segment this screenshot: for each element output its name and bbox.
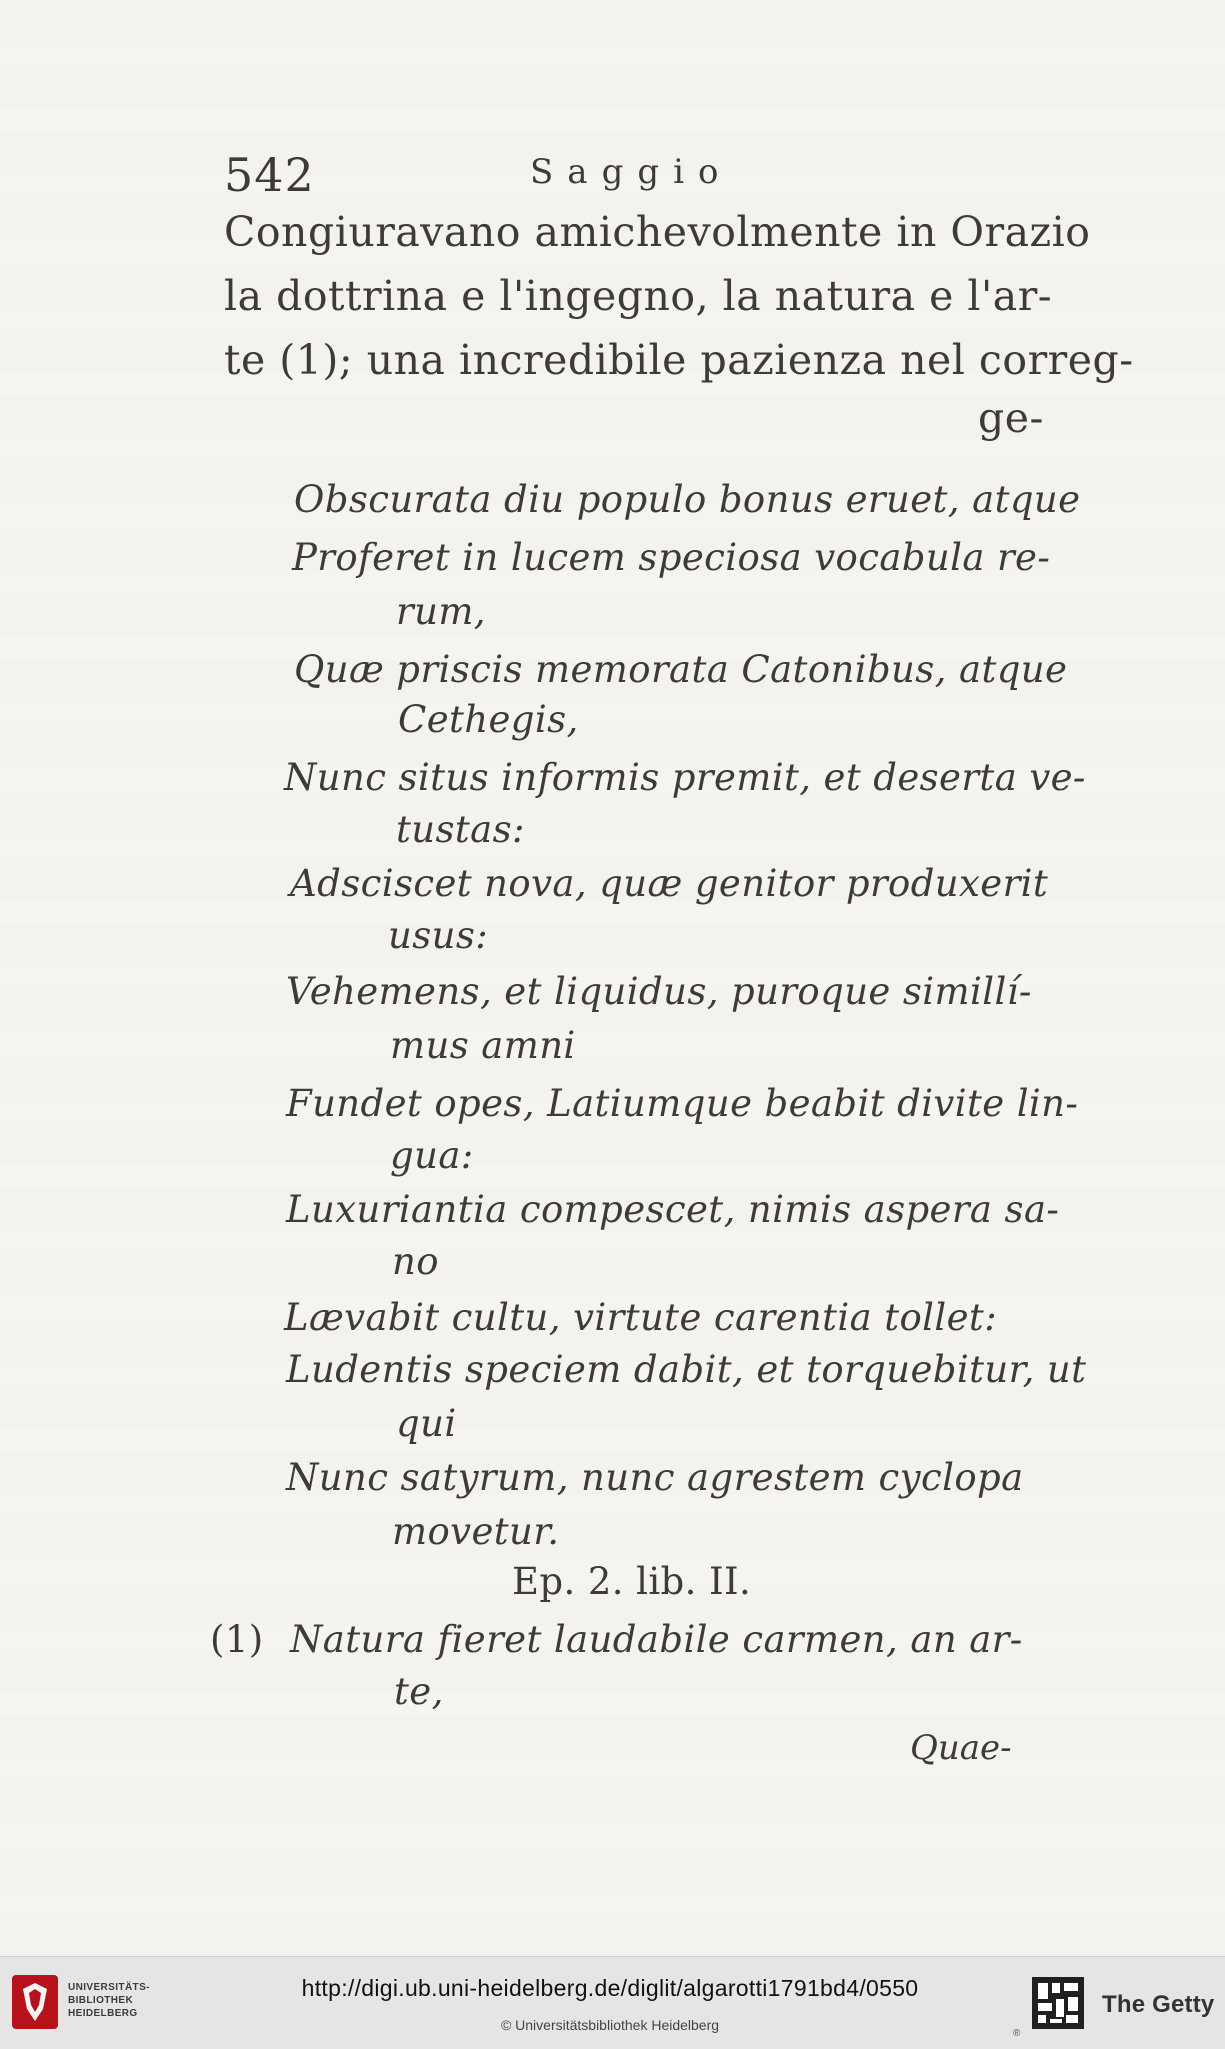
getty-label: The Getty	[1102, 1991, 1215, 2018]
footnote-mark: (1)	[210, 1618, 264, 1661]
footnote-line-1: Natura fieret laudabile carmen, an ar-	[290, 1618, 1023, 1661]
page-number: 542	[224, 148, 315, 202]
verse-line-6: Nunc situs informis premit, et deserta ve-	[284, 756, 1086, 799]
registered-mark: ®	[1013, 2028, 1021, 2039]
verse-line-14: Luxuriantia compescet, nimis aspera sa-	[286, 1188, 1060, 1231]
getty-logo-icon	[1032, 1977, 1084, 2029]
verse-line-18: qui	[396, 1402, 457, 1445]
university-line-2: BIBLIOTHEK	[68, 1995, 134, 2006]
catchword: Quae-	[910, 1728, 1012, 1768]
verse-line-17: Ludentis speciem dabit, et torquebitur, ut	[286, 1348, 1087, 1391]
verse-line-7: tustas:	[396, 808, 525, 851]
verse-line-1: Obscurata diu populo bonus eruet, atque	[294, 478, 1081, 521]
viewer-footer	[0, 1956, 1225, 2049]
verse-line-8: Adsciscet nova, quæ genitor produxerit	[290, 862, 1049, 905]
footnote-line-2: te,	[394, 1670, 444, 1713]
verse-line-11: mus amni	[390, 1024, 576, 1067]
body-line-1: Congiuravano amichevolmente in Orazio	[224, 208, 1091, 256]
body-line-3: te (1); una incredibile pazienza nel correg-	[224, 336, 1134, 384]
verse-line-20: movetur.	[392, 1510, 560, 1553]
verse-line-4: Quæ priscis memorata Catonibus, atque	[294, 648, 1068, 691]
verse-line-3: rum,	[396, 590, 486, 633]
verse-line-12: Fundet opes, Latiumque beabit divite lin-	[286, 1082, 1079, 1125]
university-seal-icon	[12, 1975, 58, 2029]
university-name	[68, 1981, 188, 2020]
verse-line-2: Proferet in lucem speciosa vocabula re-	[292, 536, 1051, 579]
citation-line: Ep. 2. lib. II.	[512, 1560, 752, 1603]
verse-line-13: gua:	[390, 1134, 474, 1177]
body-line-2: la dottrina e l'ingegno, la natura e l'ar-	[224, 272, 1053, 320]
verse-line-10: Vehemens, et liquidus, puroque simillí-	[286, 970, 1032, 1013]
verse-line-5: Cethegis,	[398, 698, 579, 741]
body-line-4: ge-	[978, 394, 1044, 442]
document-url[interactable]: http://digi.ub.uni-heidelberg.de/diglit/algarotti1791bd4/0550	[301, 1975, 919, 2001]
university-line-1: UNIVERSITÄTS-	[68, 1982, 150, 1993]
university-line-3: HEIDELBERG	[68, 2008, 138, 2019]
verse-line-9: usus:	[388, 914, 489, 957]
copyright-notice: © Universitätsbibliothek Heidelberg	[500, 2017, 720, 2033]
university-brand	[12, 1975, 182, 2029]
getty-brand	[1032, 1973, 1222, 2033]
verse-line-16: Lævabit cultu, virtute carentia tollet:	[284, 1296, 998, 1339]
verse-line-15: no	[392, 1240, 439, 1283]
running-head: Saggio	[530, 152, 733, 192]
verse-line-19: Nunc satyrum, nunc agrestem cyclopa	[286, 1456, 1024, 1499]
